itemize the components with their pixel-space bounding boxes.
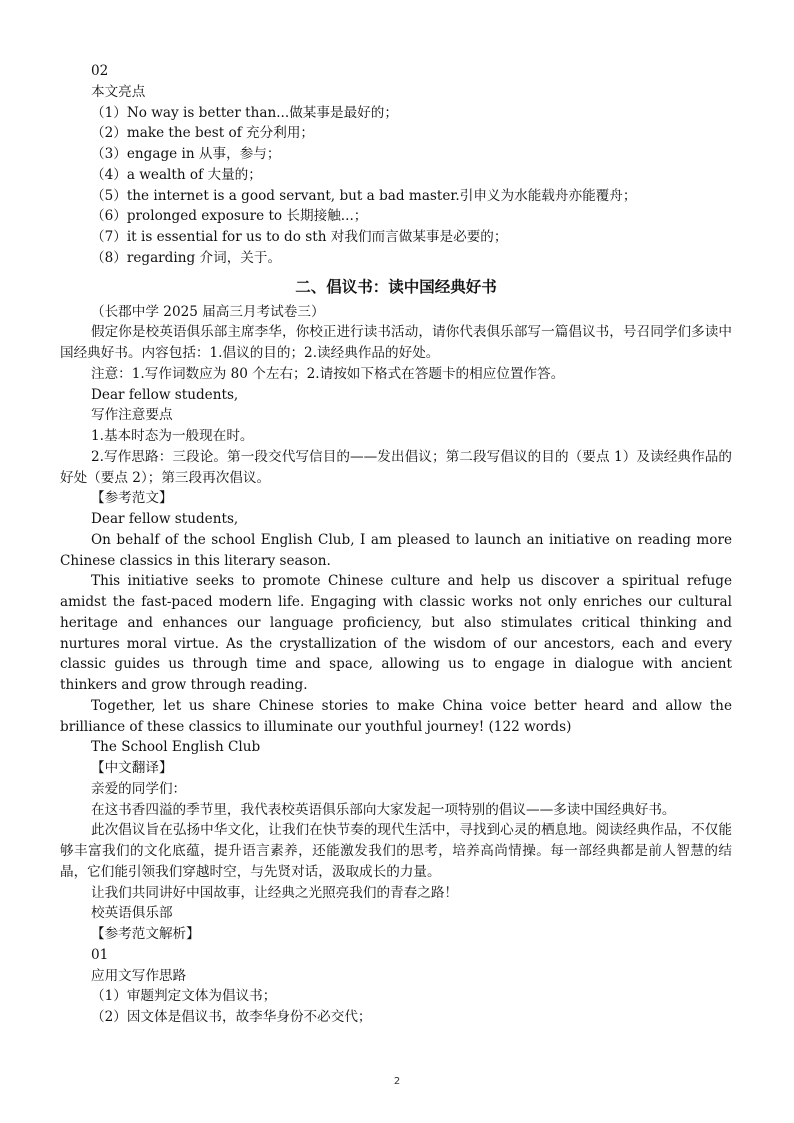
highlights-heading: 本文亮点	[91, 83, 146, 100]
translation-heading: 【中文翻译】	[91, 760, 173, 776]
writing-notice: 注意：1.写作词数应为 80 个左右；2.请按如下格式在答题卡的相应位置作答。	[91, 365, 565, 382]
page-number: 2	[393, 1076, 401, 1087]
key-points-heading: 写作注意要点	[91, 407, 173, 424]
sample-salutation: Dear fellow students,	[91, 511, 239, 527]
part-number: 02	[91, 63, 109, 79]
sample-paragraph: This initiative seeks to promote Chinese culture and help us discover a spiritual refuge amidst the fast-paced modern life. Engaging with classic works not only enriches our cultural heritage and enhances our language proficiency, but also stimulates critical thinking and nurtures moral virtue. As the crystallization of the wisdom of our ancestors, each and every classic guides us through time and space, allowing us to engage in dialogue with ancient thinkers and grow through reading.	[60, 573, 732, 693]
highlight-item: （3）engage in 从事，参与；	[91, 146, 281, 162]
translation-signature: 校英语俱乐部	[91, 905, 173, 922]
key-point: 1.基本时态为一般现在时。	[91, 428, 254, 444]
analysis-item: （1）审题判定文体为倡议书；	[91, 988, 277, 1005]
section-title: 二、倡议书：读中国经典好书	[295, 276, 497, 296]
translation-paragraph: 此次倡议旨在弘扬中华文化，让我们在快节奏的现代生活中，寻找到心灵的栖息地。阅读经典作品，不仅能够丰富我们的文化底蕴，提升语言素养，还能激发我们的思考，培养高尚情操。每一部经典都是前人智慧的结晶，它们能引领我们穿越时空，与先贤对话，汲取成长的力量。	[60, 822, 732, 880]
highlight-item: （2）make the best of 充分利用；	[91, 125, 315, 142]
analysis-number: 01	[91, 946, 109, 963]
analysis-subheading: 应用文写作思路	[91, 967, 187, 984]
format-salutation: Dear fellow students,	[91, 386, 239, 403]
writing-prompt: 假定你是校英语俱乐部主席李华，你校正进行读书活动，请你代表俱乐部写一篇倡议书，号召同学们多读中国经典好书。内容包括：1.倡议的目的；2.读经典作品的好处。	[60, 324, 732, 361]
highlight-item: （7）it is essential for us to do sth 对我们而言做某事是必要的；	[91, 229, 508, 245]
key-point: 2.写作思路：三段论。第一段交代写信目的——发出倡议；第二段写倡议的目的（要点 1）及读经典作品的好处（要点 2）；第三段再次倡议。	[60, 448, 732, 486]
translation-paragraph: 让我们共同讲好中国故事，让经典之光照亮我们的青春之路！	[91, 884, 459, 901]
highlight-item: （6）prolonged exposure to 长期接触...；	[91, 208, 368, 225]
sample-signature: The School English Club	[91, 739, 261, 756]
translation-paragraph: 在这书香四溢的季节里，我代表校英语俱乐部向大家发起一项特别的倡议——多读中国经典好书。	[91, 801, 676, 818]
page-content	[60, 61, 732, 1028]
highlight-item: （8）regarding 介词，关于。	[91, 249, 282, 266]
source-note: （长郡中学 2025 届高三月考试卷三）	[91, 303, 325, 320]
sample-paragraph: Together, let us share Chinese stories to make China voice better heard and allow the brilliance of these classics to illuminate our youthful journey! (122 words)	[60, 697, 732, 735]
highlight-item: （1）No way is better than...做某事是最好的；	[91, 104, 398, 121]
sample-heading: 【参考范文】	[91, 490, 173, 507]
analysis-item: （2）因文体是倡议书，故李华身份不必交代；	[91, 1009, 372, 1025]
highlight-item: （4）a wealth of 大量的；	[91, 166, 262, 183]
highlight-item: （5）the internet is a good servant, but a bad master.引申义为水能载舟亦能覆舟；	[91, 187, 637, 204]
analysis-heading: 【参考范文解析】	[91, 926, 200, 942]
translation-salutation: 亲爱的同学们：	[91, 780, 187, 797]
sample-paragraph: On behalf of the school English Club, I am pleased to launch an initiative on reading more Chinese classics in this literary season.	[60, 531, 732, 569]
